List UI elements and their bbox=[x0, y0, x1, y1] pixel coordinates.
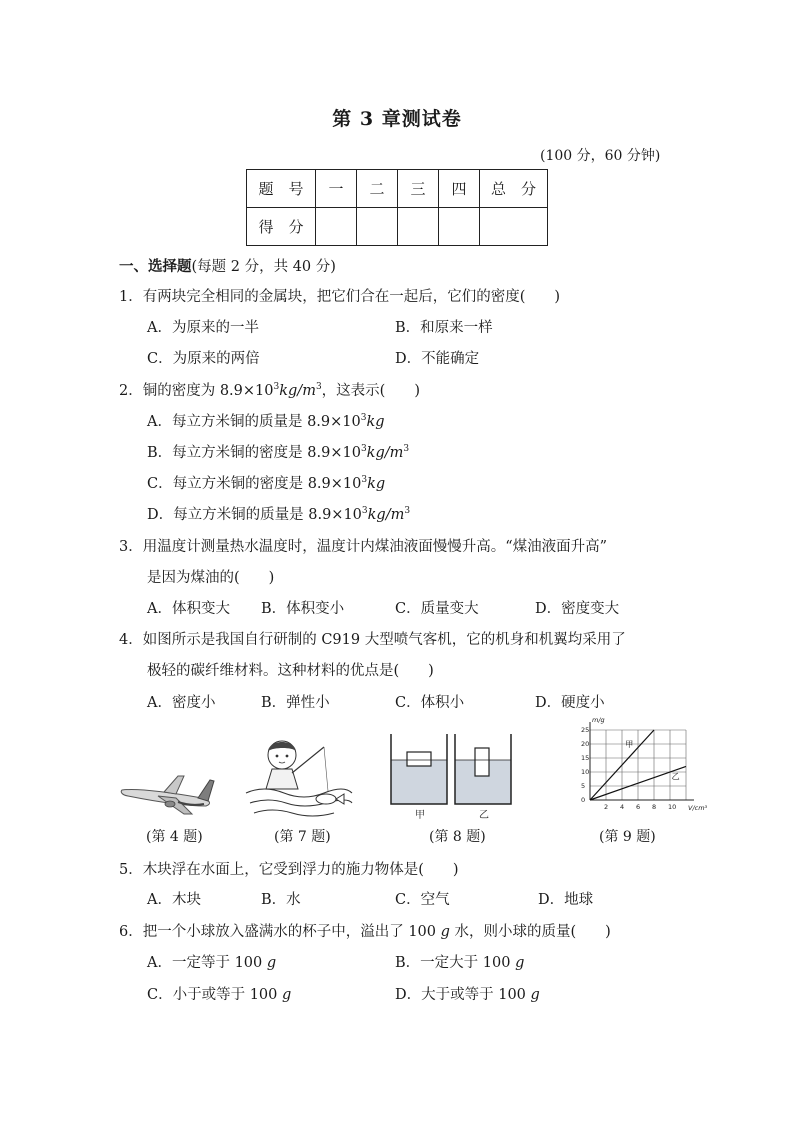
question-3-stem-line2: 是因为煤油的( ) bbox=[147, 570, 275, 586]
score-header-cell: 四 bbox=[439, 170, 480, 208]
score-input-cell[interactable] bbox=[480, 208, 548, 246]
chart-y-tick-label: 25 bbox=[581, 726, 590, 734]
chart-y-tick-label: 10 bbox=[581, 768, 590, 776]
question-6-stem bbox=[119, 920, 611, 941]
score-header-cell: 一 bbox=[316, 170, 357, 208]
page-title: 第 3 章测试卷 bbox=[332, 108, 462, 130]
mass-volume-chart bbox=[560, 713, 708, 813]
figure-caption: (第 8 题) bbox=[429, 829, 486, 845]
option-exponent: 3 bbox=[361, 475, 368, 486]
chart-x-tick-label: 8 bbox=[652, 803, 657, 811]
option-text: D．大于或等于 100 bbox=[395, 987, 531, 1003]
option-unit: kg/m bbox=[366, 445, 404, 461]
score-time-note: (100 分，60 分钟) bbox=[540, 148, 661, 164]
score-input-cell[interactable] bbox=[398, 208, 439, 246]
option-unit: g bbox=[266, 955, 277, 971]
chart-x-tick-label: 6 bbox=[636, 803, 641, 811]
section-heading bbox=[119, 255, 336, 276]
q1-option-b[interactable]: B．和原来一样 bbox=[395, 320, 493, 336]
q2-option-c[interactable] bbox=[147, 472, 385, 493]
q2-stem-text: 2．铜的密度为 8.9×10 bbox=[119, 383, 274, 399]
q1-option-c[interactable]: C．为原来的两倍 bbox=[147, 351, 260, 367]
option-unit: g bbox=[515, 955, 525, 971]
beaker-label-jia: 甲 bbox=[415, 810, 425, 821]
score-table-header-row bbox=[247, 170, 548, 208]
chart-y-tick-label: 15 bbox=[581, 754, 590, 762]
q4-option-c[interactable]: C．体积小 bbox=[395, 695, 465, 711]
q3-option-c[interactable]: C．质量变大 bbox=[395, 601, 479, 617]
score-header-cell: 二 bbox=[357, 170, 398, 208]
option-exponent: 3 bbox=[360, 444, 367, 455]
score-table bbox=[246, 169, 548, 246]
q2-option-d[interactable] bbox=[147, 503, 410, 524]
score-input-cell[interactable] bbox=[316, 208, 357, 246]
q6-stem-tail: 水，则小球的质量( ) bbox=[449, 924, 611, 940]
section-note: (每题 2 分，共 40 分) bbox=[191, 259, 336, 275]
q1-option-d[interactable]: D．不能确定 bbox=[395, 351, 480, 367]
question-3-stem-line1: 3．用温度计测量热水温度时，温度计内煤油液面慢慢升高。“煤油液面升高” bbox=[119, 539, 608, 555]
girl-fishing-figure bbox=[244, 733, 354, 821]
q1-option-a[interactable]: A．为原来的一半 bbox=[147, 320, 259, 336]
chart-y-tick-label: 20 bbox=[581, 740, 590, 748]
q4-option-a[interactable]: A．密度小 bbox=[147, 695, 216, 711]
score-header-cell: 总 分 bbox=[480, 170, 548, 208]
option-unit: g bbox=[530, 987, 540, 1003]
q5-option-d[interactable]: D．地球 bbox=[538, 892, 594, 908]
chart-x-tick-label: 4 bbox=[620, 803, 625, 811]
option-unit-exponent: 3 bbox=[404, 506, 411, 517]
option-text: C．每立方米铜的密度是 8.9×10 bbox=[147, 476, 362, 492]
q6-option-c[interactable] bbox=[147, 983, 291, 1004]
q2-stem-tail: ，这表示( ) bbox=[321, 383, 420, 399]
q2-stem-unit-exponent: 3 bbox=[315, 382, 322, 393]
q6-stem-unit: g bbox=[440, 924, 450, 940]
q3-option-d[interactable]: D．密度变大 bbox=[535, 601, 620, 617]
option-exponent: 3 bbox=[361, 506, 368, 517]
option-unit: g bbox=[282, 987, 292, 1003]
chart-y-tick-label: 0 bbox=[581, 796, 586, 804]
option-exponent: 3 bbox=[360, 413, 367, 424]
score-input-cell[interactable] bbox=[357, 208, 398, 246]
q2-option-b[interactable] bbox=[147, 441, 409, 462]
q5-option-a[interactable]: A．木块 bbox=[147, 892, 201, 908]
option-text: D．每立方米铜的质量是 8.9×10 bbox=[147, 507, 362, 523]
question-1-stem: 1．有两块完全相同的金属块，把它们合在一起后，它们的密度( ) bbox=[119, 289, 561, 305]
q5-option-c[interactable]: C．空气 bbox=[395, 892, 450, 908]
score-input-cell[interactable] bbox=[439, 208, 480, 246]
section-label: 一、选择题 bbox=[119, 258, 192, 275]
question-5-stem: 5．木块浮在水面上，它受到浮力的施力物体是( ) bbox=[119, 862, 459, 878]
chart-x-axis-label: V/cm³ bbox=[688, 804, 708, 812]
option-unit: kg/m bbox=[367, 507, 405, 523]
figure-caption: (第 9 题) bbox=[599, 829, 656, 845]
score-table-score-row bbox=[247, 208, 548, 246]
q4-option-b[interactable]: B．弹性小 bbox=[261, 695, 330, 711]
option-text: A．每立方米铜的质量是 8.9×10 bbox=[147, 414, 361, 430]
option-unit-exponent: 3 bbox=[403, 444, 410, 455]
q6-stem-text: 6．把一个小球放入盛满水的杯子中，溢出了 100 bbox=[119, 924, 441, 940]
score-header-cell: 三 bbox=[398, 170, 439, 208]
chart-series-label: 乙 bbox=[671, 772, 680, 781]
q2-stem-exponent: 3 bbox=[273, 382, 280, 393]
q6-option-a[interactable] bbox=[147, 951, 276, 972]
chart-x-tick-label: 10 bbox=[668, 803, 677, 811]
q5-option-b[interactable]: B．水 bbox=[261, 892, 301, 908]
option-text: B．一定大于 100 bbox=[395, 955, 516, 971]
option-text: B．每立方米铜的密度是 8.9×10 bbox=[147, 445, 361, 461]
chart-series-label: 甲 bbox=[625, 739, 634, 749]
q3-option-a[interactable]: A．体积变大 bbox=[147, 601, 230, 617]
option-text: C．小于或等于 100 bbox=[147, 987, 282, 1003]
airplane-figure bbox=[118, 768, 216, 818]
q3-option-b[interactable]: B．体积变小 bbox=[261, 601, 345, 617]
q6-option-d[interactable] bbox=[395, 983, 540, 1004]
beaker-label-yi: 乙 bbox=[479, 810, 489, 821]
question-2-stem bbox=[119, 379, 420, 400]
score-header-cell: 题 号 bbox=[247, 170, 316, 208]
chart-y-axis-label: m/g bbox=[592, 716, 605, 724]
figure-caption: (第 4 题) bbox=[146, 829, 203, 845]
q6-option-b[interactable] bbox=[395, 951, 524, 972]
score-row-label: 得 分 bbox=[247, 208, 316, 246]
chart-x-tick-label: 2 bbox=[604, 803, 609, 811]
q2-option-a[interactable] bbox=[147, 410, 385, 431]
q4-option-d[interactable]: D．硬度小 bbox=[535, 695, 605, 711]
beakers-figure bbox=[385, 730, 515, 822]
option-unit: kg bbox=[367, 476, 386, 492]
option-text: A．一定等于 100 bbox=[147, 955, 267, 971]
question-4-stem-line2: 极轻的碳纤维材料。这种材料的优点是( ) bbox=[147, 663, 434, 679]
option-unit: kg bbox=[366, 414, 385, 430]
question-4-stem-line1: 4．如图所示是我国自行研制的 C919 大型喷气客机，它的机身和机翼均采用了 bbox=[119, 632, 626, 648]
q2-stem-unit: kg/m bbox=[279, 383, 316, 399]
chart-y-tick-label: 5 bbox=[581, 782, 586, 790]
figure-caption: (第 7 题) bbox=[274, 829, 331, 845]
